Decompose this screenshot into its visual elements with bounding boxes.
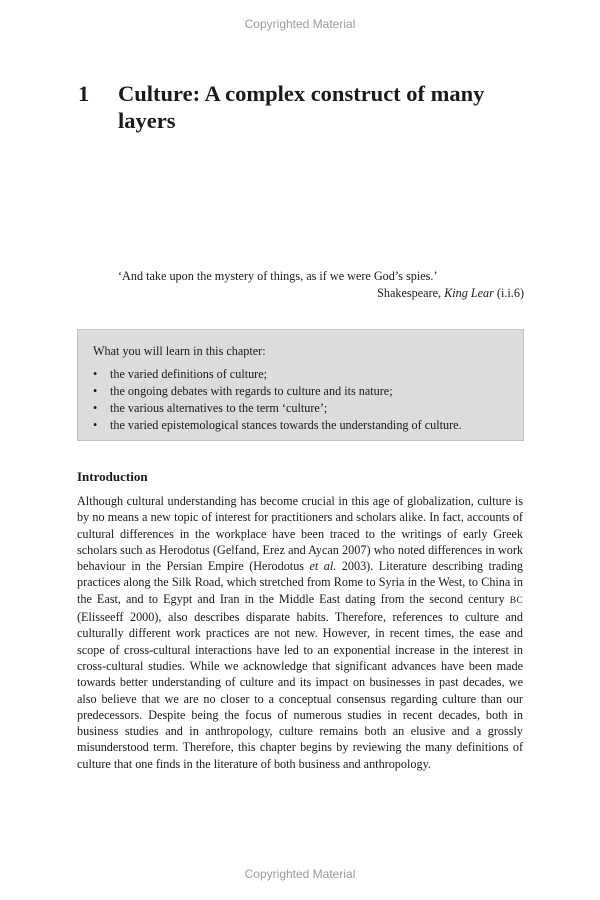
epigraph [118,268,524,302]
list-item [93,366,509,383]
paragraph-text-3: (Elisseeff 2000), also describes disparate habits. Therefore, references to culture and culturally different work practices are not new. However, in recent times, the ease and scope of cross-cultural interactions have led to an exponential increase in the interest in cross-cultural studies. While we acknowledge that significant advances have been made towards better understanding of culture and its impact on businesses in past decades, we also believe that we are no closer to a conceptual consensus regarding culture than our predecessors. Despite being the focus of numerous studies in recent decades, both in business studies and in anthropology, culture remains both an elusive and a grossly misunderstood term. Therefore, this chapter begins by reviewing the many definitions of culture that one finds in the literature of both business and anthropology. [77,610,523,771]
body-paragraph [77,493,523,772]
bullet-icon: • [93,418,98,432]
epigraph-author: Shakespeare, [377,286,445,300]
list-item-text: the varied epistemological stances towards the understanding of culture. [110,418,462,432]
chapter-title: Culture: A complex construct of many layers [118,81,485,133]
watermark-bottom: Copyrighted Material [244,867,356,881]
learning-objectives-box [77,329,524,441]
bullet-icon: • [93,367,98,381]
list-item [93,417,509,434]
list-item-text: the ongoing debates with regards to culture and its nature; [110,384,393,398]
epigraph-ref: (i.i.6) [493,286,524,300]
bullet-icon: • [93,384,98,398]
paragraph [77,493,523,772]
list-item-text: the varied definitions of culture; [110,367,268,381]
learning-objectives-list [93,366,509,434]
list-item [93,383,509,400]
chapter-number: 1 [78,81,90,106]
paragraph-text-1: Although cultural understanding has become crucial in this age of globalization, culture is by no means a new topic of interest for practitioners and scholars alike. In fact, accounts of cultural differences in the workplace have been traced to the writings of early Greek scholars such as Herodotus (Gelfand, Erez and Aycan 2007) who noted differences in work behaviour in the Persian Empire (Herodotus [77,494,523,574]
paragraph-italic-etal: et al. [309,559,337,574]
bullet-icon: • [93,401,98,415]
list-item [93,400,509,417]
watermark-top: Copyrighted Material [244,17,356,31]
learning-objectives-intro: What you will learn in this chapter: [93,344,266,358]
paragraph-smallcaps-bc: BC [509,595,523,606]
list-item-text: the various alternatives to the term ‘culture’; [110,401,328,415]
section-heading: Introduction [77,469,148,484]
epigraph-work: King Lear [444,286,494,300]
paragraph-text-2: 2003). Literature describing trading practices along the Silk Road, which stretched from Rome to Syria in the West, to China in the East, and to Egypt and Iran in the Middle East dating from the second century [77,559,524,606]
epigraph-quote: ‘And take upon the mystery of things, as if we were God’s spies.’ [118,269,438,283]
epigraph-attribution [118,285,524,302]
